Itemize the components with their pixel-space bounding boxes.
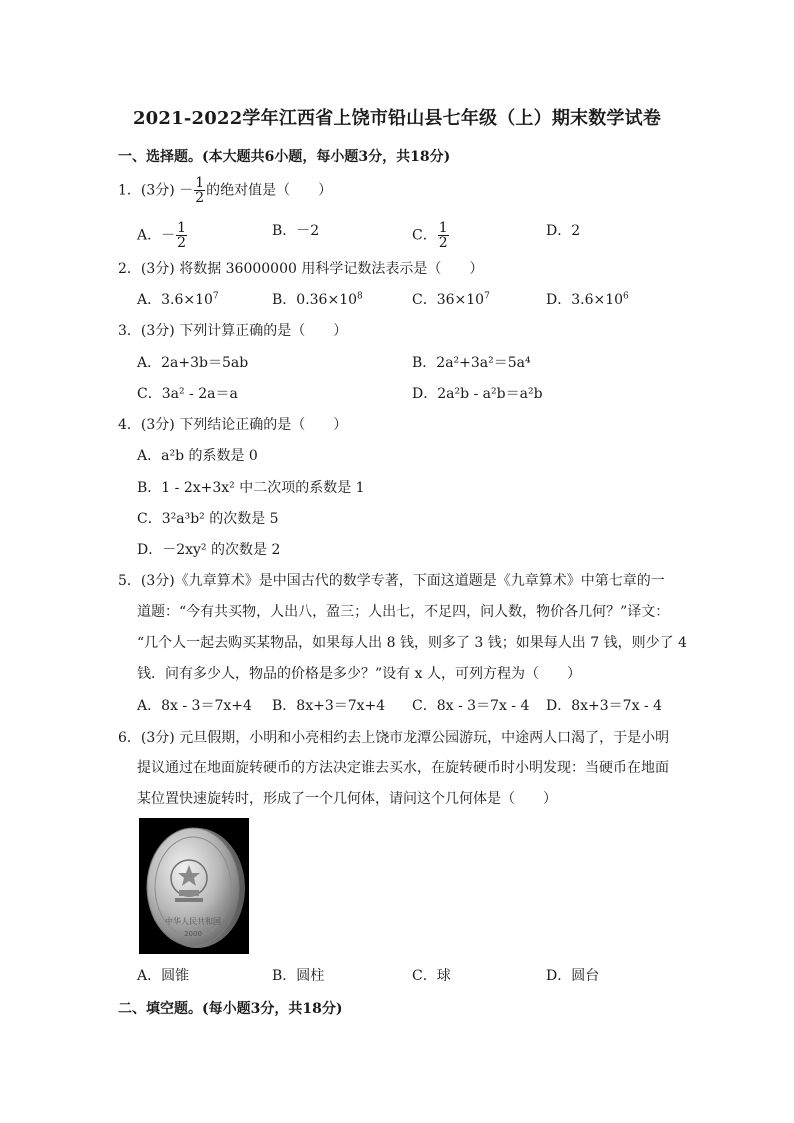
question-6-line-1: 6．(3分) 元旦假期，小明和小亮相约去上饶市龙潭公园游玩，中途两人口渴了，于是小明 — [118, 730, 670, 746]
q1-suffix: 的绝对值是（ ） — [206, 182, 333, 199]
q1-frac-den: 2 — [195, 190, 205, 206]
coin-text: 中华人民共和国 — [165, 917, 221, 926]
q2-option-d — [546, 290, 629, 310]
q6-option-a: A．圆锥 — [137, 968, 190, 984]
question-1-stem — [118, 176, 332, 205]
section-multiple-choice-heading: 一、选择题。(本大题共6小题，每小题3分，共18分) — [118, 149, 451, 165]
q2-option-d-exp: 6 — [623, 291, 629, 302]
q6-option-c: C．球 — [412, 968, 451, 984]
q3-option-d: D．2a²b - a²b＝a²b — [412, 386, 543, 402]
question-6-line-2: 提议通过在地面旋转硬币的方法决定谁去买水，在旋转硬币时小明发现：当硬币在地面 — [137, 760, 669, 776]
q5-option-b: B．8x+3＝7x+4 — [272, 698, 386, 714]
q4-option-b: B．1 - 2x+3x² 中二次项的系数是 1 — [137, 480, 365, 496]
section-fill-blank-heading: 二、填空题。(每小题3分，共18分) — [118, 1001, 343, 1017]
q2-option-b-exp: 8 — [357, 291, 363, 302]
q5-option-d: D．8x+3＝7x - 4 — [546, 698, 663, 714]
q1-option-a-num: 1 — [177, 220, 187, 236]
q3-option-c: C．3a² - 2a＝a — [137, 386, 238, 402]
exam-title: 2021-2022学年江西省上饶市铅山县七年级（上）期末数学试卷 — [132, 108, 662, 129]
q1-option-c-num: 1 — [438, 220, 448, 236]
question-6-line-3: 某位置快速旋转时，形成了一个几何体，请问这个几何体是（ ） — [137, 791, 557, 807]
question-2-stem: 2．(3分) 将数据 36000000 用科学记数法表示是（ ） — [118, 261, 484, 277]
q3-option-b: B．2a²+3a²＝5a⁴ — [412, 355, 531, 371]
q4-option-d: D．－2xy² 的次数是 2 — [137, 542, 281, 558]
coin-year: 2000 — [184, 930, 202, 938]
q1-option-a-den: 2 — [177, 235, 187, 251]
q4-option-a: A．a²b 的系数是 0 — [137, 448, 258, 464]
q2-option-b — [272, 290, 363, 310]
q1-option-a-label: A．－ — [137, 227, 176, 244]
q3-option-a: A．2a+3b＝5ab — [137, 355, 249, 371]
question-5-line-2: 道题：“今有共买物，人出八，盈三；人出七，不足四，问人数，物价各几何？”译文： — [137, 604, 670, 620]
q2-option-c — [412, 290, 490, 310]
q6-option-d: D．圆台 — [546, 968, 600, 984]
question-3-stem: 3．(3分) 下列计算正确的是（ ） — [118, 323, 348, 339]
coin-face — [147, 828, 239, 946]
q2-option-c-exp: 7 — [484, 291, 490, 302]
question-4-stem: 4．(3分) 下列结论正确的是（ ） — [118, 417, 348, 433]
q1-option-c-den: 2 — [438, 235, 448, 251]
q2-option-a-exp: 7 — [212, 291, 219, 302]
q1-option-c — [412, 221, 450, 250]
q1-option-a — [137, 221, 188, 250]
question-5-line-3: “几个人一起去购买某物品，如果每人出 8 钱，则多了 3 钱；如果每人出 7 钱，则少了 4 — [137, 635, 687, 651]
q5-option-a: A．8x - 3＝7x+4 — [137, 698, 252, 714]
q2-option-c-base: C．36×10 — [412, 292, 485, 308]
q1-option-a-fraction — [176, 221, 187, 250]
q2-option-d-base: D．3.6×10 — [546, 292, 624, 308]
q1-frac-num: 1 — [195, 175, 205, 191]
question-5-line-4: 钱．问有多少人，物品的价格是多少？”设有 x 人，可列方程为（ ） — [137, 666, 581, 682]
coin-image — [139, 818, 249, 954]
q2-option-a — [137, 290, 219, 310]
q6-option-b: B．圆柱 — [272, 968, 325, 984]
q1-option-c-fraction — [438, 221, 449, 250]
q1-fraction — [194, 176, 205, 205]
coin-illustration — [139, 818, 249, 954]
q2-option-b-base: B．0.36×10 — [272, 292, 358, 308]
q1-prefix: 1．(3分) － — [118, 182, 194, 199]
q4-option-c: C．3²a³b² 的次数是 5 — [137, 511, 279, 527]
question-5-line-1: 5．(3分)《九章算术》是中国古代的数学专著，下面这道题是《九章算术》中第七章的一 — [118, 573, 665, 589]
q1-option-c-label: C． — [412, 227, 437, 244]
q1-option-d: D．2 — [546, 223, 581, 239]
q5-option-c: C．8x - 3＝7x - 4 — [412, 698, 530, 714]
q1-option-b: B．－2 — [272, 223, 320, 239]
q2-option-a-base: A．3.6×10 — [137, 292, 213, 308]
